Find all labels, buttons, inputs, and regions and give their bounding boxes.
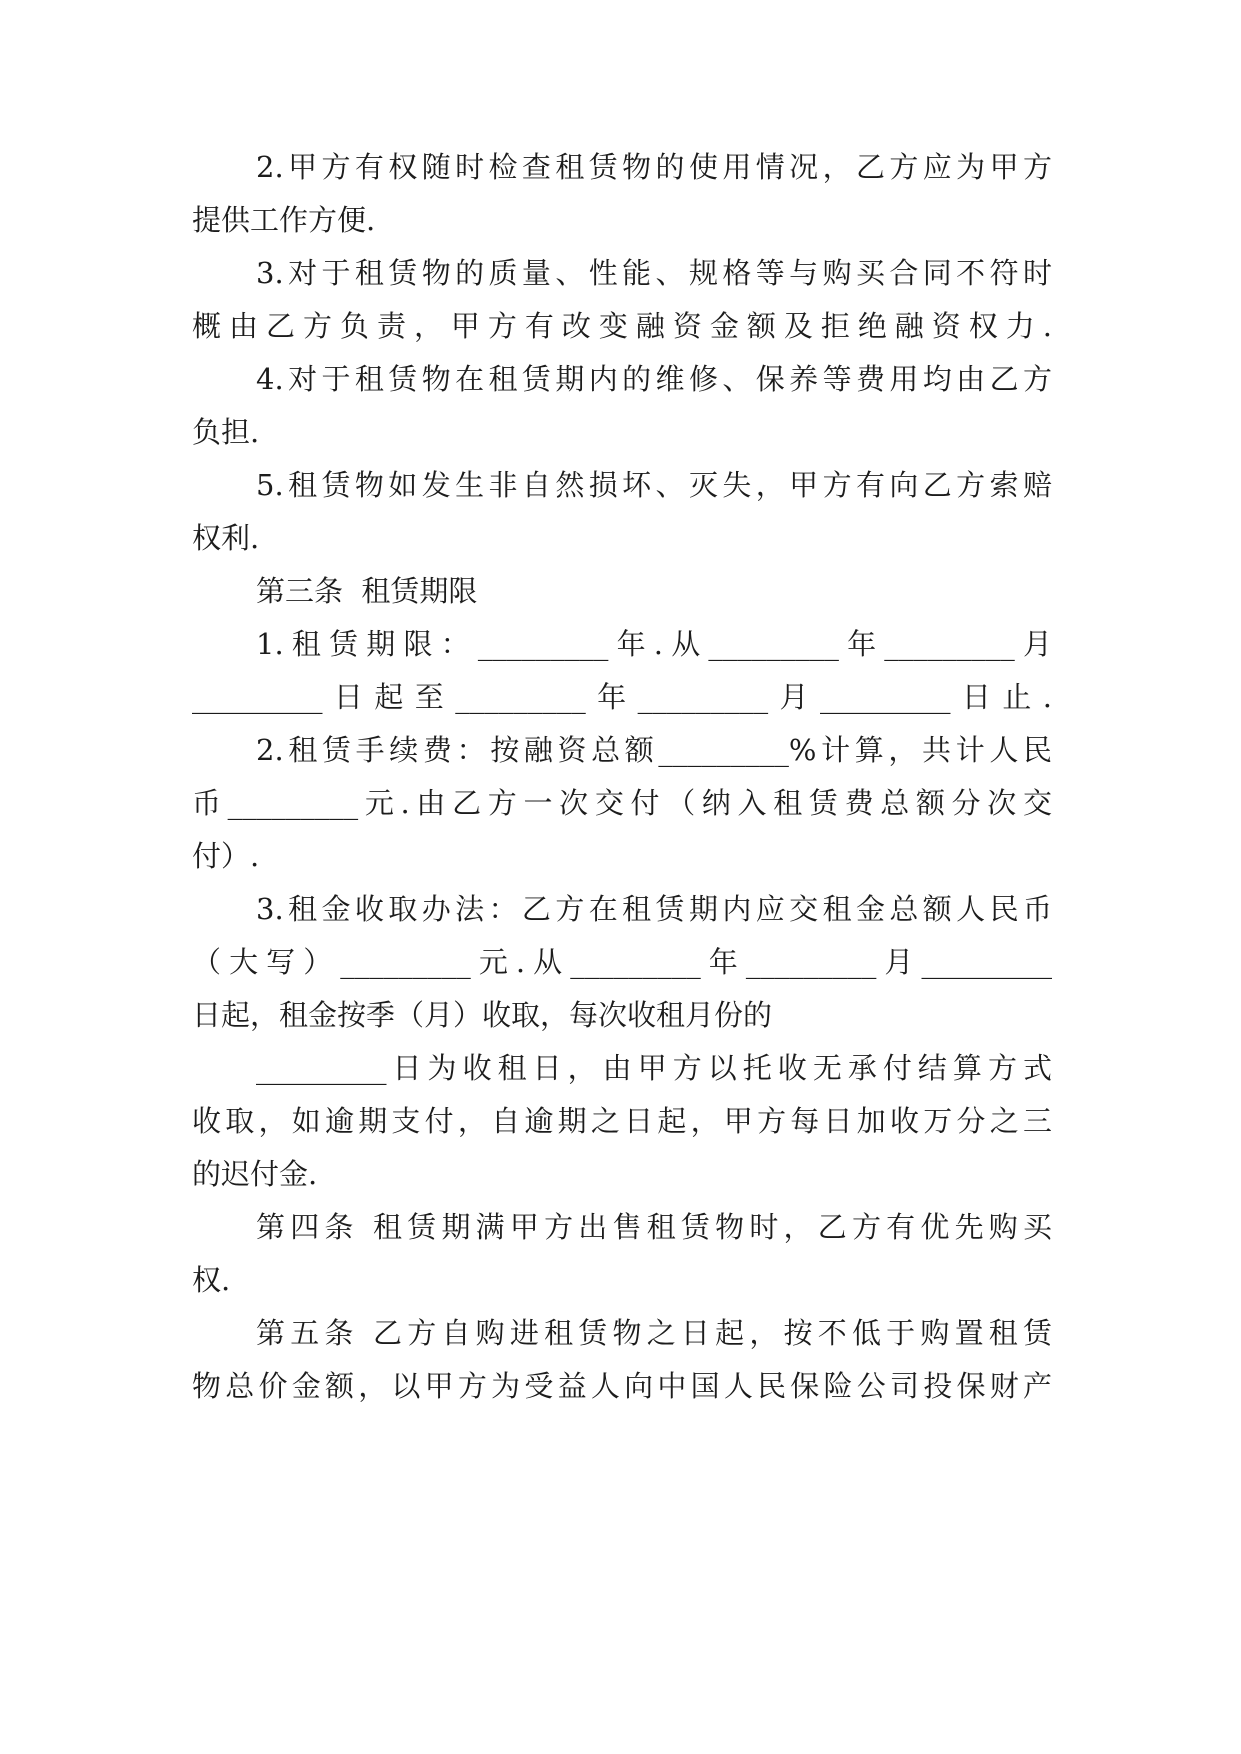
paragraph-line: 权. xyxy=(192,1263,231,1297)
paragraph-line: 概由乙方负责，甲方有改变融资金额及拒绝融资权力. xyxy=(192,309,1052,343)
section-heading: 第四条 租赁期满甲方出售租赁物时，乙方有优先购买 xyxy=(256,1210,1052,1244)
section-heading: 第五条 乙方自购进租赁物之日起，按不低于购置租赁 xyxy=(256,1316,1052,1350)
paragraph-line: （大写）_________元.从_________年_________月_________ xyxy=(192,945,1052,979)
section-heading: 第三条 租赁期限 xyxy=(256,574,478,608)
paragraph-line: 3.租金收取办法：乙方在租赁期内应交租金总额人民币 xyxy=(256,892,1052,926)
paragraph-line: 5.租赁物如发生非自然损坏、灭失，甲方有向乙方索赔 xyxy=(256,468,1052,502)
paragraph-line: 收取，如逾期支付，自逾期之日起，甲方每日加收万分之三 xyxy=(192,1104,1052,1138)
paragraph-line: 日起，租金按季（月）收取，每次收租月份的 xyxy=(192,998,773,1032)
paragraph-line: 1.租赁期限：_________年.从_________年_________月 xyxy=(256,627,1052,661)
paragraph-line: 物总价金额，以甲方为受益人向中国人民保险公司投保财产 xyxy=(192,1369,1052,1403)
paragraph-line: 提供工作方便. xyxy=(192,203,376,237)
paragraph-line: 4.对于租赁物在租赁期内的维修、保养等费用均由乙方 xyxy=(256,362,1052,396)
paragraph-line: _________日起至_________年_________月_________日止. xyxy=(192,680,1052,714)
paragraph-line: 负担. xyxy=(192,415,260,449)
paragraph-line: 付）. xyxy=(192,839,260,873)
paragraph-line: 的迟付金. xyxy=(192,1157,318,1191)
paragraph-line: 3.对于租赁物的质量、性能、规格等与购买合同不符时 xyxy=(256,256,1052,290)
paragraph-line: 权利. xyxy=(192,521,260,555)
paragraph-line: 2.租赁手续费：按融资总额_________%计算，共计人民 xyxy=(256,733,1052,767)
paragraph-line: 2.甲方有权随时检查租赁物的使用情况，乙方应为甲方 xyxy=(256,150,1052,184)
paragraph-line: _________日为收租日，由甲方以托收无承付结算方式 xyxy=(256,1051,1052,1085)
paragraph-line: 币_________元.由乙方一次交付（纳入租赁费总额分次交 xyxy=(192,786,1052,820)
